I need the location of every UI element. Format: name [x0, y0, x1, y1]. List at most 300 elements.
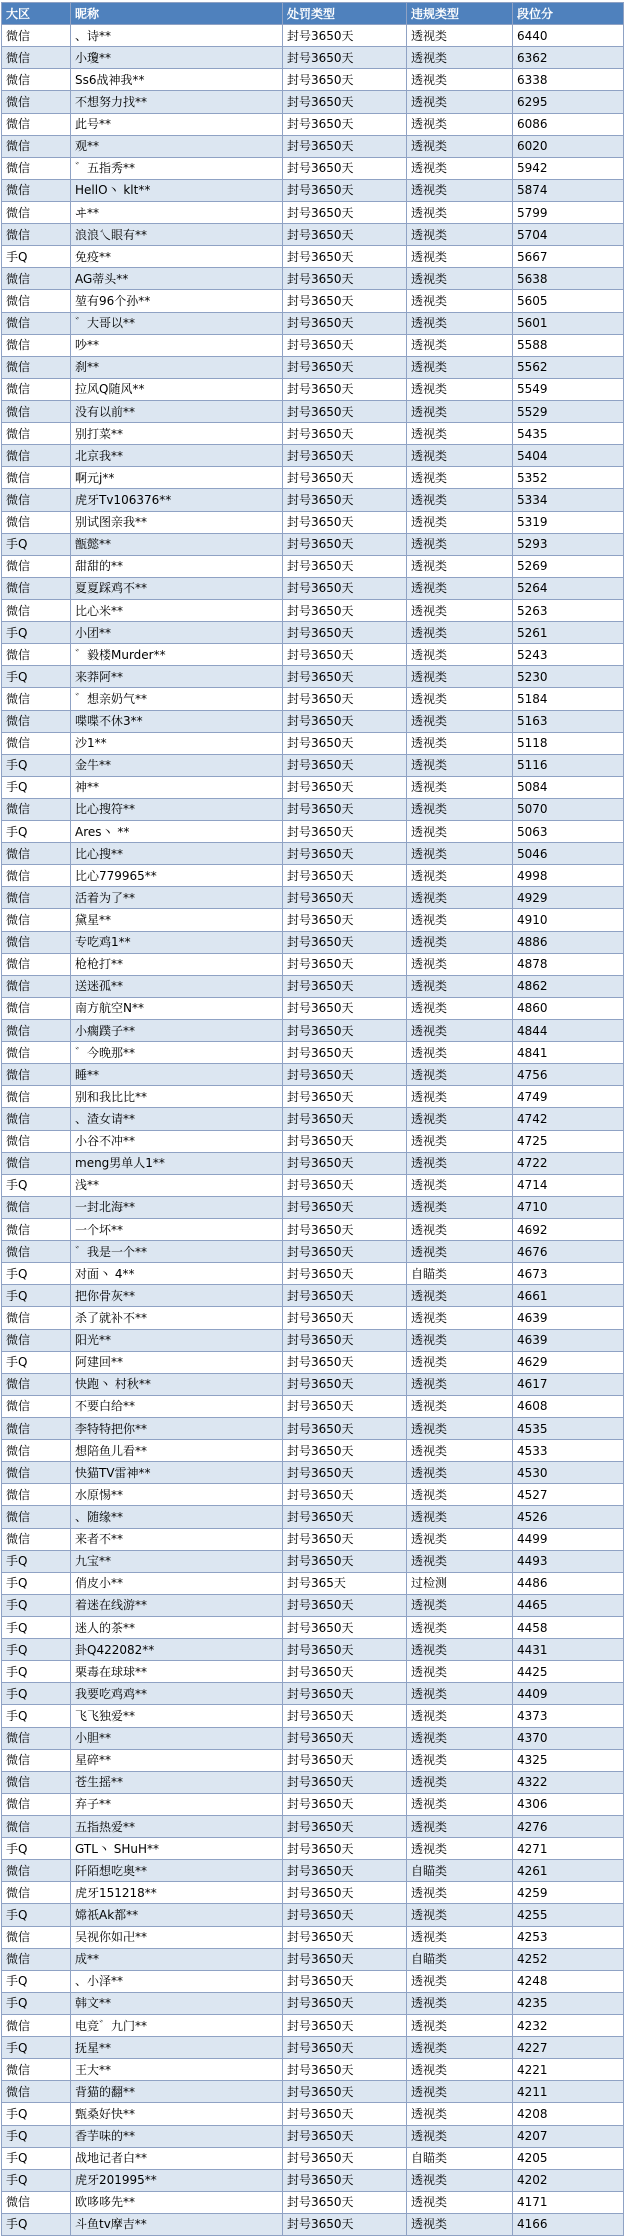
cell-penalty-type: 封号3650天: [283, 555, 407, 577]
cell-nickname: 拉风Q随风**: [71, 378, 283, 400]
cell-rank-score: 4535: [513, 1418, 624, 1440]
cell-region: 手Q: [2, 2147, 71, 2169]
cell-rank-score: 5070: [513, 798, 624, 820]
cell-violation-type: 透视类: [407, 1373, 513, 1395]
cell-nickname: 抚星**: [71, 2037, 283, 2059]
cell-violation-type: 透视类: [407, 1307, 513, 1329]
cell-rank-score: 5084: [513, 776, 624, 798]
cell-rank-score: 4639: [513, 1307, 624, 1329]
cell-nickname: 俏皮小**: [71, 1572, 283, 1594]
table-row: [2, 2014, 624, 2036]
cell-region: 微信: [2, 688, 71, 710]
cell-nickname: 飞飞独爱**: [71, 1705, 283, 1727]
cell-rank-score: 4714: [513, 1174, 624, 1196]
cell-region: 手Q: [2, 1550, 71, 1572]
cell-rank-score: 4722: [513, 1152, 624, 1174]
cell-violation-type: 透视类: [407, 1042, 513, 1064]
table-row: [2, 1572, 624, 1594]
cell-region: 手Q: [2, 1572, 71, 1594]
cell-region: 微信: [2, 710, 71, 732]
cell-violation-type: 透视类: [407, 1594, 513, 1616]
cell-rank-score: 5601: [513, 312, 624, 334]
cell-penalty-type: 封号3650天: [283, 732, 407, 754]
cell-violation-type: 透视类: [407, 732, 513, 754]
cell-violation-type: 透视类: [407, 2014, 513, 2036]
cell-violation-type: 透视类: [407, 445, 513, 467]
cell-rank-score: 5435: [513, 423, 624, 445]
cell-rank-score: 4202: [513, 2169, 624, 2191]
cell-violation-type: 透视类: [407, 1351, 513, 1373]
cell-nickname: 夏夏踩鸡不**: [71, 577, 283, 599]
cell-rank-score: 4629: [513, 1351, 624, 1373]
cell-rank-score: 4325: [513, 1749, 624, 1771]
cell-nickname: GTL丶 SHuH**: [71, 1838, 283, 1860]
cell-violation-type: 透视类: [407, 975, 513, 997]
cell-violation-type: 透视类: [407, 1285, 513, 1307]
cell-rank-score: 4171: [513, 2191, 624, 2213]
cell-nickname: 神**: [71, 776, 283, 798]
table-row: [2, 201, 624, 223]
cell-region: 微信: [2, 268, 71, 290]
cell-nickname: 杀了就补不**: [71, 1307, 283, 1329]
cell-region: 微信: [2, 2191, 71, 2213]
cell-penalty-type: 封号3650天: [283, 1130, 407, 1152]
cell-region: 微信: [2, 113, 71, 135]
cell-penalty-type: 封号3650天: [283, 1594, 407, 1616]
cell-violation-type: 透视类: [407, 1550, 513, 1572]
cell-nickname: 活着为了**: [71, 887, 283, 909]
cell-region: 手Q: [2, 2037, 71, 2059]
cell-rank-score: 5638: [513, 268, 624, 290]
cell-penalty-type: 封号3650天: [283, 356, 407, 378]
cell-violation-type: 透视类: [407, 290, 513, 312]
cell-region: 微信: [2, 599, 71, 621]
cell-rank-score: 5118: [513, 732, 624, 754]
table-row: [2, 754, 624, 776]
cell-rank-score: 4373: [513, 1705, 624, 1727]
table-row: [2, 1440, 624, 1462]
cell-rank-score: 5562: [513, 356, 624, 378]
cell-region: 手Q: [2, 1838, 71, 1860]
cell-penalty-type: 封号3650天: [283, 400, 407, 422]
cell-region: 微信: [2, 1418, 71, 1440]
cell-region: 微信: [2, 290, 71, 312]
cell-violation-type: 透视类: [407, 1064, 513, 1086]
table-row: [2, 776, 624, 798]
cell-region: 微信: [2, 69, 71, 91]
cell-violation-type: 透视类: [407, 1992, 513, 2014]
table-row: [2, 1948, 624, 1970]
cell-nickname: Ares丶 **: [71, 821, 283, 843]
cell-region: 微信: [2, 1042, 71, 1064]
table-row: [2, 1926, 624, 1948]
cell-region: 微信: [2, 1395, 71, 1417]
cell-rank-score: 6086: [513, 113, 624, 135]
cell-region: 微信: [2, 445, 71, 467]
cell-nickname: 卦Q422082**: [71, 1639, 283, 1661]
cell-nickname: ゛今晚那**: [71, 1042, 283, 1064]
cell-region: 微信: [2, 1484, 71, 1506]
cell-violation-type: 透视类: [407, 334, 513, 356]
cell-rank-score: 4207: [513, 2125, 624, 2147]
cell-rank-score: 5942: [513, 157, 624, 179]
cell-penalty-type: 封号3650天: [283, 1926, 407, 1948]
cell-violation-type: 透视类: [407, 489, 513, 511]
cell-nickname: 星碎**: [71, 1749, 283, 1771]
cell-nickname: 成**: [71, 1948, 283, 1970]
table-row: [2, 710, 624, 732]
cell-region: 手Q: [2, 1263, 71, 1285]
cell-rank-score: 4208: [513, 2103, 624, 2125]
cell-nickname: 、小泽**: [71, 1970, 283, 1992]
cell-penalty-type: 封号3650天: [283, 1793, 407, 1815]
cell-violation-type: 透视类: [407, 953, 513, 975]
table-row: [2, 865, 624, 887]
cell-nickname: 李特特把你**: [71, 1418, 283, 1440]
table-row: [2, 1130, 624, 1152]
cell-region: 微信: [2, 555, 71, 577]
cell-region: 微信: [2, 1307, 71, 1329]
table-row: [2, 1793, 624, 1815]
cell-rank-score: 4710: [513, 1196, 624, 1218]
cell-region: 微信: [2, 467, 71, 489]
cell-rank-score: 5293: [513, 533, 624, 555]
cell-nickname: 快跑丶 村秋**: [71, 1373, 283, 1395]
table-row: [2, 843, 624, 865]
ban-list-table: [1, 2, 624, 2236]
cell-violation-type: 透视类: [407, 1771, 513, 1793]
cell-violation-type: 透视类: [407, 931, 513, 953]
cell-rank-score: 4673: [513, 1263, 624, 1285]
cell-nickname: 想陪鱼儿看**: [71, 1440, 283, 1462]
cell-penalty-type: 封号3650天: [283, 1241, 407, 1263]
cell-penalty-type: 封号3650天: [283, 423, 407, 445]
cell-violation-type: 透视类: [407, 25, 513, 47]
cell-nickname: HellO丶 klt**: [71, 179, 283, 201]
cell-penalty-type: 封号3650天: [283, 2191, 407, 2213]
table-row: [2, 1395, 624, 1417]
cell-penalty-type: 封号3650天: [283, 246, 407, 268]
table-row: [2, 179, 624, 201]
cell-rank-score: 4227: [513, 2037, 624, 2059]
cell-rank-score: 4261: [513, 1860, 624, 1882]
cell-penalty-type: 封号3650天: [283, 2147, 407, 2169]
cell-penalty-type: 封号3650天: [283, 1506, 407, 1528]
cell-region: 微信: [2, 1130, 71, 1152]
cell-nickname: 专吃鸡1**: [71, 931, 283, 953]
cell-violation-type: 透视类: [407, 666, 513, 688]
cell-rank-score: 4259: [513, 1882, 624, 1904]
cell-violation-type: 透视类: [407, 688, 513, 710]
cell-violation-type: 透视类: [407, 1241, 513, 1263]
cell-region: 手Q: [2, 2213, 71, 2235]
cell-penalty-type: 封号3650天: [283, 511, 407, 533]
cell-violation-type: 透视类: [407, 1815, 513, 1837]
cell-region: 微信: [2, 1440, 71, 1462]
cell-rank-score: 5319: [513, 511, 624, 533]
cell-penalty-type: 封号3650天: [283, 2081, 407, 2103]
cell-nickname: 观**: [71, 135, 283, 157]
cell-penalty-type: 封号3650天: [283, 1462, 407, 1484]
cell-nickname: 着迷在线游**: [71, 1594, 283, 1616]
cell-violation-type: 透视类: [407, 599, 513, 621]
cell-rank-score: 4255: [513, 1904, 624, 1926]
table-row: [2, 224, 624, 246]
cell-region: 手Q: [2, 821, 71, 843]
cell-violation-type: 透视类: [407, 1661, 513, 1683]
cell-rank-score: 5263: [513, 599, 624, 621]
cell-penalty-type: 封号3650天: [283, 821, 407, 843]
cell-penalty-type: 封号3650天: [283, 1661, 407, 1683]
cell-nickname: 嫦祇Ak都**: [71, 1904, 283, 1926]
cell-region: 微信: [2, 975, 71, 997]
table-row: [2, 577, 624, 599]
cell-rank-score: 4749: [513, 1086, 624, 1108]
cell-violation-type: 透视类: [407, 1639, 513, 1661]
cell-violation-type: 透视类: [407, 356, 513, 378]
cell-penalty-type: 封号3650天: [283, 909, 407, 931]
cell-region: 微信: [2, 378, 71, 400]
cell-nickname: 阳光**: [71, 1329, 283, 1351]
cell-region: 微信: [2, 1815, 71, 1837]
cell-region: 手Q: [2, 2103, 71, 2125]
cell-penalty-type: 封号3650天: [283, 1042, 407, 1064]
cell-violation-type: 透视类: [407, 1484, 513, 1506]
table-row: [2, 1727, 624, 1749]
cell-violation-type: 透视类: [407, 2213, 513, 2235]
cell-violation-type: 透视类: [407, 1020, 513, 1042]
table-row: [2, 1086, 624, 1108]
cell-rank-score: 5549: [513, 378, 624, 400]
table-row: [2, 599, 624, 621]
cell-nickname: 阿建回**: [71, 1351, 283, 1373]
table-row: [2, 1196, 624, 1218]
table-row: [2, 1838, 624, 1860]
cell-nickname: 喋喋不休3**: [71, 710, 283, 732]
cell-region: 微信: [2, 1020, 71, 1042]
cell-penalty-type: 封号3650天: [283, 1418, 407, 1440]
cell-nickname: ゛想亲奶气**: [71, 688, 283, 710]
cell-nickname: 别和我比比**: [71, 1086, 283, 1108]
table-row: [2, 1108, 624, 1130]
cell-violation-type: 透视类: [407, 378, 513, 400]
cell-nickname: 、诗**: [71, 25, 283, 47]
table-row: [2, 533, 624, 555]
cell-nickname: 虎牙201995**: [71, 2169, 283, 2191]
cell-nickname: 欧哆哆先**: [71, 2191, 283, 2213]
cell-penalty-type: 封号3650天: [283, 1860, 407, 1882]
cell-nickname: 比心搜**: [71, 843, 283, 865]
cell-region: 微信: [2, 1860, 71, 1882]
cell-nickname: meng男单人1**: [71, 1152, 283, 1174]
cell-penalty-type: 封号3650天: [283, 953, 407, 975]
cell-nickname: 免疫**: [71, 246, 283, 268]
cell-nickname: 此号**: [71, 113, 283, 135]
table-row: [2, 1418, 624, 1440]
cell-penalty-type: 封号3650天: [283, 1219, 407, 1241]
cell-penalty-type: 封号3650天: [283, 1904, 407, 1926]
cell-penalty-type: 封号3650天: [283, 445, 407, 467]
cell-penalty-type: 封号3650天: [283, 776, 407, 798]
cell-rank-score: 5529: [513, 400, 624, 422]
cell-violation-type: 透视类: [407, 157, 513, 179]
cell-penalty-type: 封号3650天: [283, 1285, 407, 1307]
cell-rank-score: 4862: [513, 975, 624, 997]
cell-rank-score: 4431: [513, 1639, 624, 1661]
cell-region: 微信: [2, 1926, 71, 1948]
table-row: [2, 909, 624, 931]
cell-nickname: 沙1**: [71, 732, 283, 754]
table-row: [2, 1373, 624, 1395]
cell-penalty-type: 封号3650天: [283, 1196, 407, 1218]
cell-penalty-type: 封号3650天: [283, 2125, 407, 2147]
table-row: [2, 1749, 624, 1771]
cell-penalty-type: 封号3650天: [283, 1948, 407, 1970]
cell-nickname: 阡陌想吃奥**: [71, 1860, 283, 1882]
cell-nickname: 五指热爱**: [71, 1815, 283, 1837]
cell-penalty-type: 封号3650天: [283, 1263, 407, 1285]
cell-violation-type: 透视类: [407, 2081, 513, 2103]
cell-penalty-type: 封号3650天: [283, 1970, 407, 1992]
cell-nickname: 小团**: [71, 622, 283, 644]
cell-penalty-type: 封号3650天: [283, 290, 407, 312]
table-row: [2, 688, 624, 710]
header-region: 大区: [2, 3, 71, 25]
cell-penalty-type: 封号3650天: [283, 1152, 407, 1174]
cell-region: 微信: [2, 1528, 71, 1550]
cell-region: 手Q: [2, 1616, 71, 1638]
cell-violation-type: 透视类: [407, 555, 513, 577]
table-row: [2, 268, 624, 290]
cell-nickname: 我要吃鸡鸡**: [71, 1683, 283, 1705]
cell-rank-score: 5046: [513, 843, 624, 865]
cell-rank-score: 4486: [513, 1572, 624, 1594]
cell-region: 微信: [2, 1506, 71, 1528]
table-row: [2, 953, 624, 975]
cell-penalty-type: 封号3650天: [283, 1727, 407, 1749]
table-row: [2, 887, 624, 909]
cell-region: 微信: [2, 179, 71, 201]
cell-region: 微信: [2, 1948, 71, 1970]
cell-penalty-type: 封号3650天: [283, 179, 407, 201]
table-row: [2, 1639, 624, 1661]
cell-nickname: 快猫TV雷神**: [71, 1462, 283, 1484]
cell-violation-type: 透视类: [407, 1130, 513, 1152]
table-row: [2, 511, 624, 533]
cell-nickname: 迷人的茶**: [71, 1616, 283, 1638]
cell-nickname: 北京我**: [71, 445, 283, 467]
cell-nickname: 水原惕**: [71, 1484, 283, 1506]
cell-rank-score: 5704: [513, 224, 624, 246]
cell-region: 微信: [2, 909, 71, 931]
table-row: [2, 1042, 624, 1064]
table-row: [2, 1351, 624, 1373]
table-row: [2, 2169, 624, 2191]
cell-nickname: 王大**: [71, 2059, 283, 2081]
table-row: [2, 975, 624, 997]
cell-region: 微信: [2, 1373, 71, 1395]
cell-violation-type: 透视类: [407, 2169, 513, 2191]
header-violation-type: 违规类型: [407, 3, 513, 25]
cell-region: 微信: [2, 135, 71, 157]
cell-rank-score: 4860: [513, 997, 624, 1019]
cell-violation-type: 透视类: [407, 1196, 513, 1218]
cell-region: 微信: [2, 865, 71, 887]
cell-rank-score: 5261: [513, 622, 624, 644]
cell-violation-type: 透视类: [407, 1329, 513, 1351]
cell-violation-type: 透视类: [407, 224, 513, 246]
cell-region: 微信: [2, 1219, 71, 1241]
table-row: [2, 1771, 624, 1793]
cell-violation-type: 透视类: [407, 1418, 513, 1440]
cell-rank-score: 4742: [513, 1108, 624, 1130]
table-row: [2, 1705, 624, 1727]
cell-violation-type: 透视类: [407, 2191, 513, 2213]
cell-violation-type: 透视类: [407, 843, 513, 865]
cell-nickname: 小谷不冲**: [71, 1130, 283, 1152]
cell-violation-type: 透视类: [407, 798, 513, 820]
cell-rank-score: 4232: [513, 2014, 624, 2036]
header-nickname: 昵称: [71, 3, 283, 25]
cell-nickname: 小瘸蹼子**: [71, 1020, 283, 1042]
cell-rank-score: 5667: [513, 246, 624, 268]
cell-nickname: 比心779965**: [71, 865, 283, 887]
cell-region: 微信: [2, 798, 71, 820]
cell-nickname: 没有以前**: [71, 400, 283, 422]
cell-violation-type: 透视类: [407, 511, 513, 533]
cell-rank-score: 4499: [513, 1528, 624, 1550]
cell-penalty-type: 封号3650天: [283, 113, 407, 135]
cell-violation-type: 透视类: [407, 2103, 513, 2125]
cell-nickname: ヰ**: [71, 201, 283, 223]
cell-violation-type: 透视类: [407, 1395, 513, 1417]
cell-rank-score: 5269: [513, 555, 624, 577]
cell-penalty-type: 封号3650天: [283, 1771, 407, 1793]
table-row: [2, 2059, 624, 2081]
cell-rank-score: 4841: [513, 1042, 624, 1064]
cell-violation-type: 透视类: [407, 865, 513, 887]
cell-violation-type: 透视类: [407, 1683, 513, 1705]
cell-penalty-type: 封号3650天: [283, 533, 407, 555]
cell-nickname: 吴视你如卍**: [71, 1926, 283, 1948]
cell-region: 微信: [2, 843, 71, 865]
table-row: [2, 1506, 624, 1528]
cell-violation-type: 透视类: [407, 622, 513, 644]
cell-region: 微信: [2, 1462, 71, 1484]
cell-rank-score: 4639: [513, 1329, 624, 1351]
table-row: [2, 113, 624, 135]
cell-penalty-type: 封号3650天: [283, 688, 407, 710]
cell-nickname: 别打菜**: [71, 423, 283, 445]
cell-penalty-type: 封号3650天: [283, 135, 407, 157]
table-row: [2, 2037, 624, 2059]
cell-rank-score: 5184: [513, 688, 624, 710]
cell-penalty-type: 封号3650天: [283, 1064, 407, 1086]
cell-violation-type: 透视类: [407, 312, 513, 334]
cell-rank-score: 5874: [513, 179, 624, 201]
cell-penalty-type: 封号3650天: [283, 2059, 407, 2081]
table-row: [2, 2213, 624, 2235]
cell-region: 微信: [2, 644, 71, 666]
table-row: [2, 732, 624, 754]
table-row: [2, 1970, 624, 1992]
cell-rank-score: 5264: [513, 577, 624, 599]
cell-penalty-type: 封号3650天: [283, 2213, 407, 2235]
cell-region: 微信: [2, 2059, 71, 2081]
cell-rank-score: 4676: [513, 1241, 624, 1263]
cell-violation-type: 透视类: [407, 1882, 513, 1904]
table-row: [2, 1661, 624, 1683]
